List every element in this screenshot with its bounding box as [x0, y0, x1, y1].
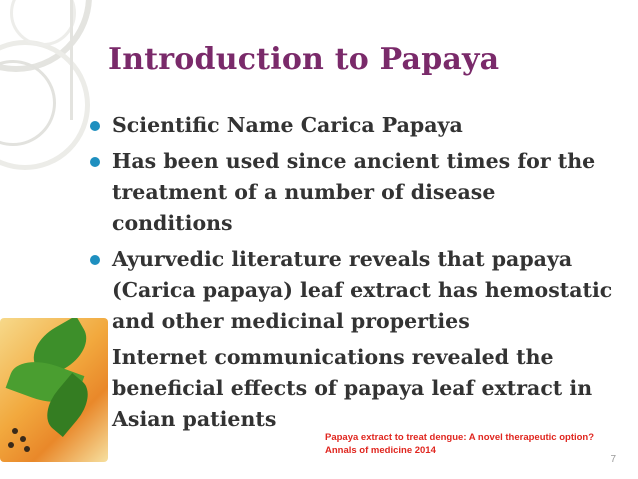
bullet-item — [90, 146, 620, 239]
bullet-item — [90, 110, 620, 141]
bullet-icon — [90, 157, 100, 167]
bullet-text: Has been used since ancient times for the treatment of a number of disease conditions — [112, 149, 596, 235]
slide-title: Introduction to Papaya — [108, 42, 500, 77]
bullet-item — [90, 244, 620, 337]
bullet-icon — [90, 121, 100, 131]
decorative-circle — [0, 60, 56, 146]
decorative-circle — [0, 0, 92, 72]
bullet-icon — [90, 255, 100, 265]
decorative-circle — [0, 40, 90, 170]
page-number: 7 — [610, 454, 616, 465]
decorative-circle — [10, 0, 76, 46]
decorative-line — [70, 0, 73, 120]
citation-text: Papaya extract to treat dengue: A novel therapeutic option? Annals of medicine 2014 — [325, 432, 595, 456]
bullet-text: Scientific Name Carica Papaya — [112, 113, 463, 137]
papaya-image — [0, 318, 108, 462]
bullet-text: Internet communications revealed the beneficial effects of papaya leaf extract in Asian patients — [112, 345, 593, 431]
bullet-item — [90, 342, 620, 435]
bullet-text: Ayurvedic literature reveals that papaya (Carica papaya) leaf extract has hemostatic and other medicinal properties — [112, 247, 613, 333]
bullet-list — [90, 110, 620, 440]
